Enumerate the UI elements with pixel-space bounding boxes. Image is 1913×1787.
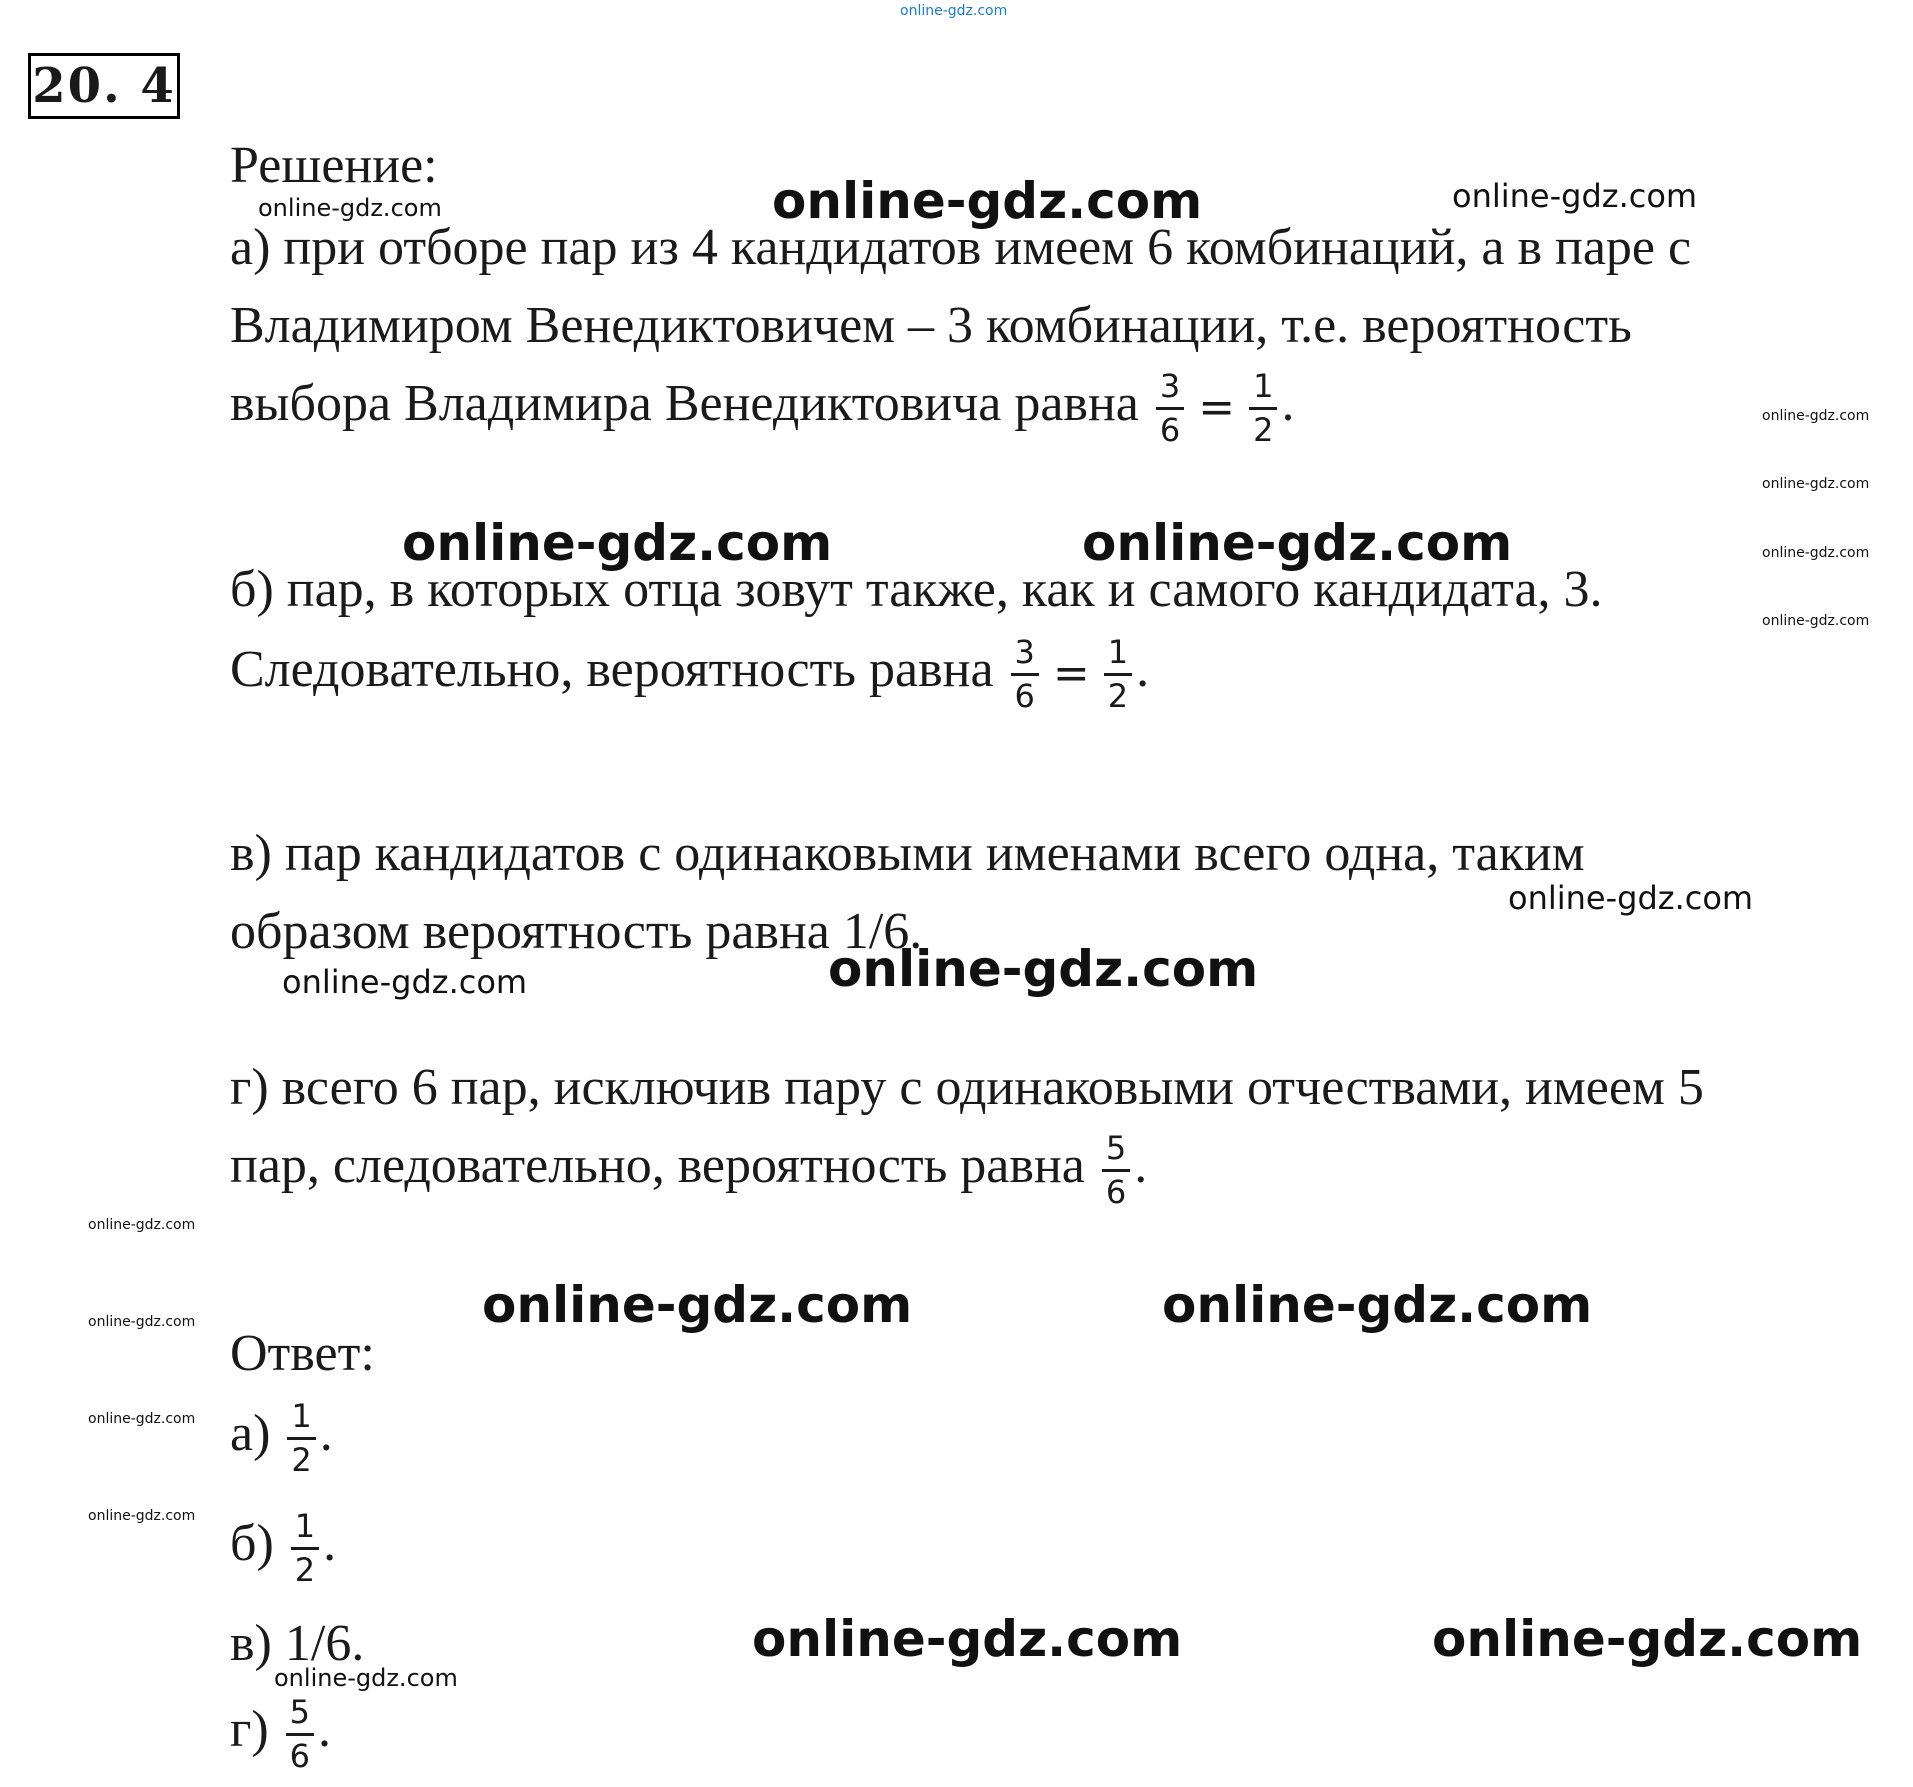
part-a-end: . (1281, 375, 1295, 433)
part-v-line-1: в) пар кандидатов с одинаковыми именами всего одна, таким (230, 825, 1585, 882)
problem-number: 20. 4 (28, 53, 180, 119)
answer-g-end: . (318, 1701, 332, 1759)
watermark: online-gdz.com (828, 940, 1259, 998)
part-a-equals: = (1198, 382, 1236, 434)
watermark: online-gdz.com (88, 1314, 196, 1330)
part-b-fraction-1: $\frac{3}{6}$ (1011, 634, 1039, 715)
watermark: online-gdz.com (772, 172, 1203, 230)
part-v-line-2: образом вероятность равна 1/6. (230, 903, 923, 960)
part-b-text: Следовательно, вероятность равна (230, 641, 994, 699)
part-g-end: . (1134, 1137, 1148, 1195)
answer-g-label: г) (230, 1701, 269, 1759)
answer-heading: Ответ: (230, 1325, 375, 1382)
part-b-equals: = (1052, 648, 1090, 700)
watermark: online-gdz.com (88, 1508, 196, 1524)
watermark: online-gdz.com (1452, 177, 1698, 215)
watermark: online-gdz.com (1082, 514, 1513, 572)
watermark: online-gdz.com (1508, 879, 1754, 917)
answer-a-fraction: $\frac{1}{2}$ (287, 1398, 315, 1479)
watermark: online-gdz.com (1432, 1610, 1863, 1668)
answer-g-fraction: $\frac{5}{6}$ (286, 1694, 314, 1775)
watermark: online-gdz.com (1762, 476, 1870, 492)
part-g-line-2 (230, 1130, 1147, 1211)
watermark: online-gdz.com (900, 3, 1008, 19)
part-b-line-2 (230, 634, 1149, 715)
watermark: online-gdz.com (752, 1610, 1183, 1668)
answer-b (230, 1508, 336, 1589)
watermark: online-gdz.com (274, 1664, 458, 1692)
watermark: online-gdz.com (258, 194, 442, 222)
part-b-fraction-2: $\frac{1}{2}$ (1104, 634, 1132, 715)
part-a-line-3 (230, 368, 1294, 449)
answer-a-end: . (319, 1405, 333, 1463)
part-a-fraction-1: $\frac{3}{6}$ (1156, 368, 1184, 449)
watermark: online-gdz.com (1762, 613, 1870, 629)
solution-heading: Решение: (230, 137, 438, 194)
answer-a-label: а) (230, 1405, 271, 1463)
answer-g (230, 1694, 331, 1775)
part-b-line-1: б) пар, в которых отца зовут также, как и самого кандидата, 3. (230, 561, 1603, 618)
answer-b-label: б) (230, 1515, 274, 1573)
part-g-line-1: г) всего 6 пар, исключив пару с одинаковыми отчествами, имеем 5 (230, 1059, 1704, 1116)
watermark: online-gdz.com (88, 1217, 196, 1233)
part-a-line-2: Владимиром Венедиктовичем – 3 комбинации, т.е. вероятность (230, 297, 1632, 354)
watermark: online-gdz.com (1162, 1276, 1593, 1334)
answer-b-end: . (323, 1515, 337, 1573)
part-g-fraction: $\frac{5}{6}$ (1102, 1130, 1130, 1211)
watermark: online-gdz.com (402, 514, 833, 572)
answer-a (230, 1398, 333, 1479)
part-a-line-1: а) при отборе пар из 4 кандидатов имеем 6 комбинаций, а в паре с (230, 219, 1692, 276)
watermark: online-gdz.com (1762, 545, 1870, 561)
part-a-fraction-2: $\frac{1}{2}$ (1249, 368, 1277, 449)
watermark: online-gdz.com (88, 1411, 196, 1427)
watermark: online-gdz.com (482, 1276, 913, 1334)
watermark: online-gdz.com (282, 963, 528, 1001)
part-g-text: пар, следовательно, вероятность равна (230, 1137, 1085, 1195)
watermark: online-gdz.com (1762, 408, 1870, 424)
answer-v: в) 1/6. (230, 1615, 365, 1672)
answer-b-fraction: $\frac{1}{2}$ (291, 1508, 319, 1589)
part-a-text: выбора Владимира Венедиктовича равна (230, 375, 1139, 433)
part-b-end: . (1136, 641, 1150, 699)
